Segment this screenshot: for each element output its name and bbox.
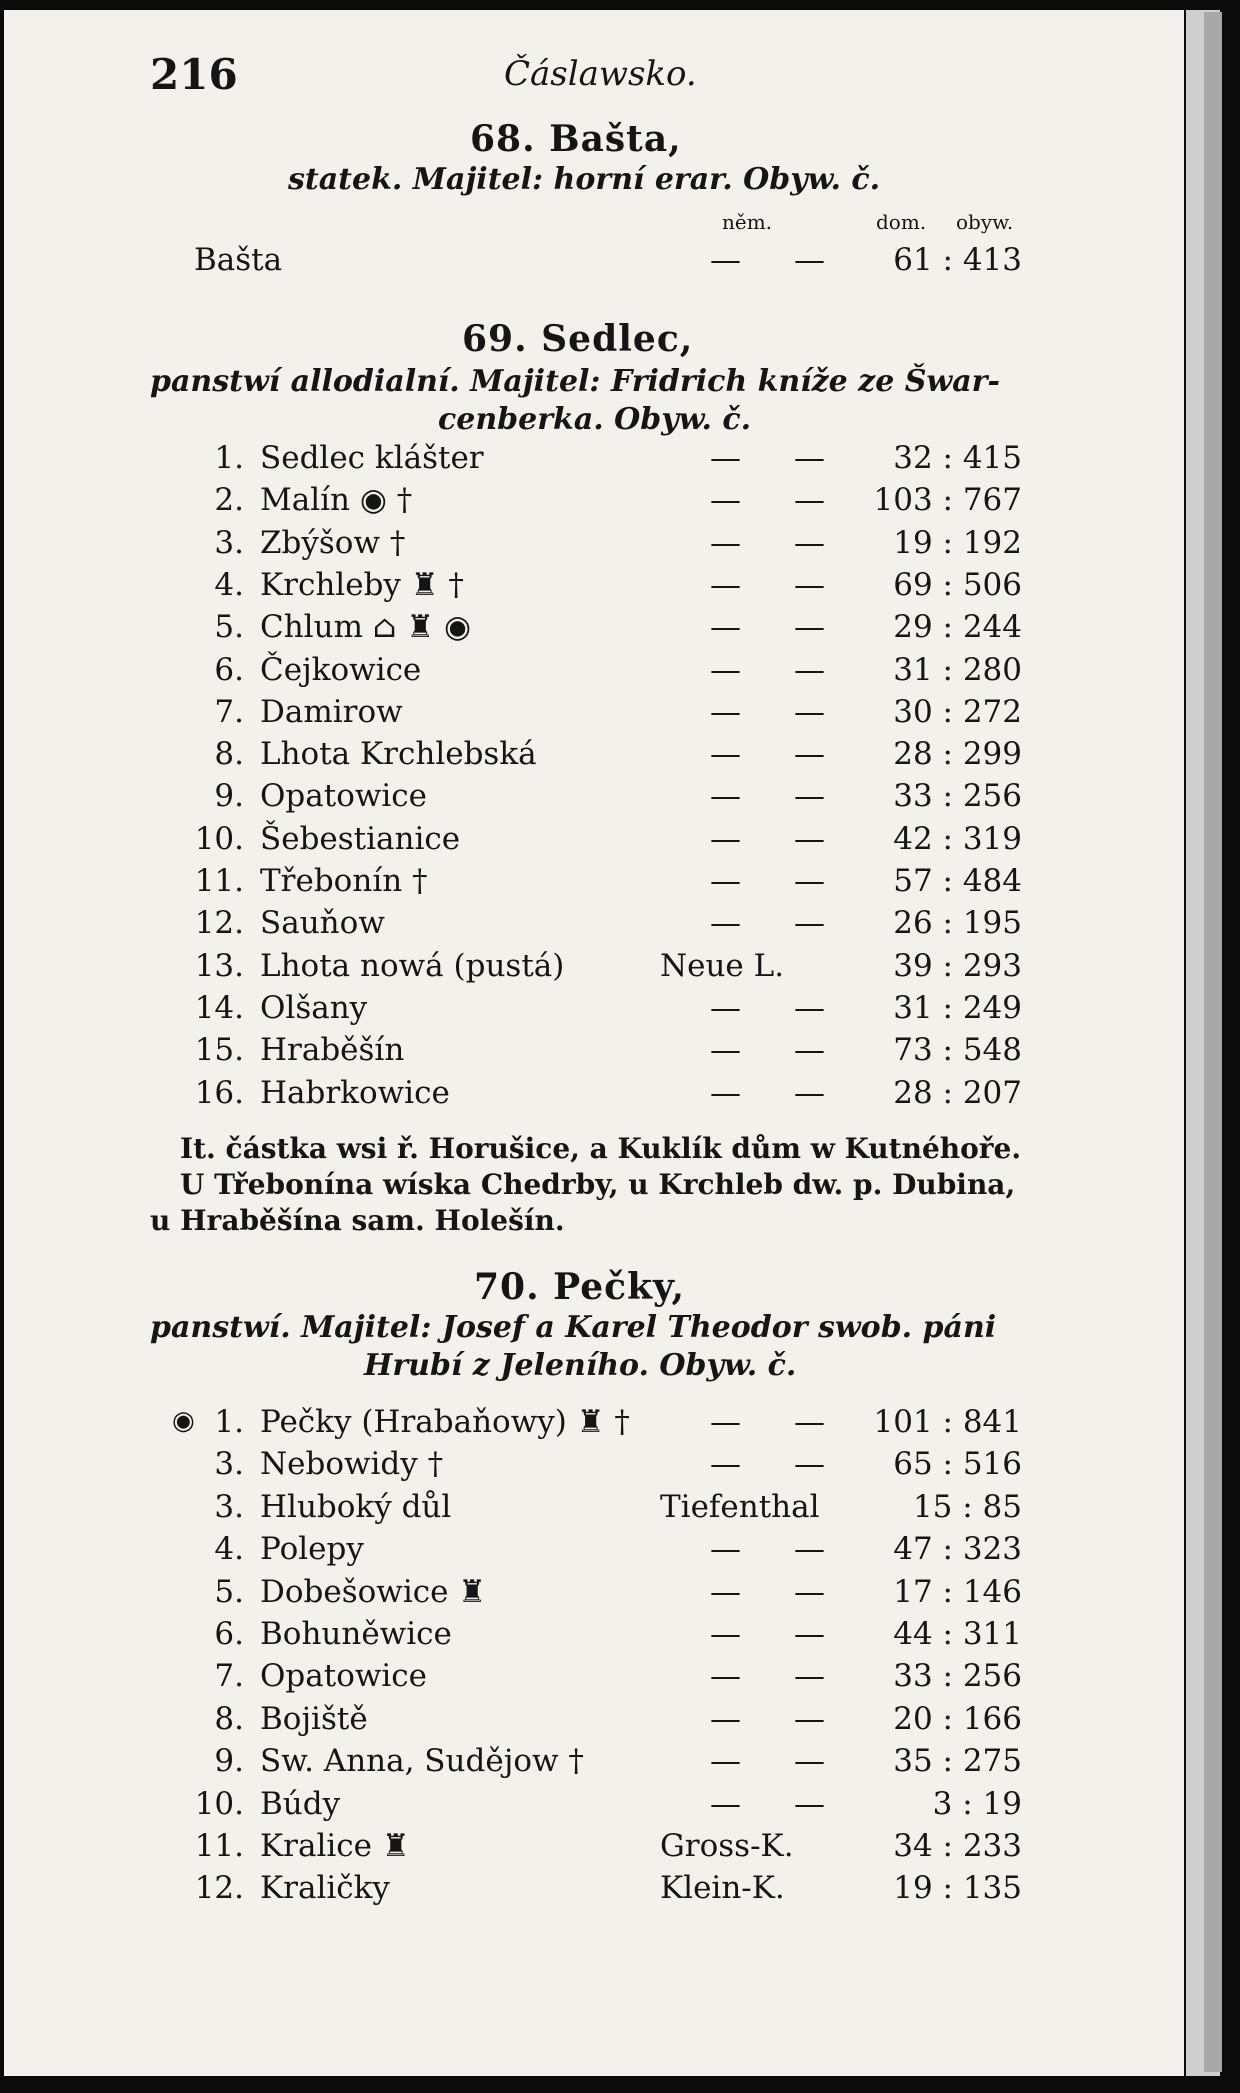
place-name: Sedlec klášter (260, 440, 484, 476)
place-name: Pečky (Hrabaňowy) ♜ † (260, 1404, 630, 1440)
dash: — (710, 1700, 741, 1737)
table-row (4, 440, 1184, 480)
table-row (4, 652, 1184, 692)
dash: — (794, 1531, 825, 1568)
row-number: 9. (214, 1743, 244, 1780)
house-population-value: 19 : 192 (893, 524, 1022, 561)
section-70-title: 70. Pečky, (474, 1266, 686, 1308)
place-name: Nebowidy † (260, 1446, 444, 1483)
table-row (4, 863, 1184, 903)
table-row (4, 1701, 1184, 1741)
table-row (4, 821, 1184, 861)
dash: — (794, 1032, 825, 1069)
table-row (4, 1786, 1184, 1826)
row-number: 3. (214, 1446, 244, 1483)
house-population-value: 34 : 233 (893, 1828, 1022, 1864)
place-name: Polepy (260, 1531, 364, 1568)
place-name: Čejkowice (260, 651, 422, 688)
section-70-description-line2: Hrubí z Jeleního. Obyw. č. (364, 1348, 797, 1383)
page-number: 216 (150, 50, 238, 99)
house-population-value: 31 : 280 (893, 651, 1022, 688)
dash: — (794, 1404, 825, 1440)
dash: — (710, 242, 741, 278)
table-row (4, 1574, 1184, 1614)
table-row (4, 736, 1184, 776)
place-name: Kraličky (260, 1870, 390, 1907)
dash: — (710, 1616, 741, 1652)
row-number: 8. (214, 736, 244, 773)
place-name: Chlum ⌂ ♜ ◉ (260, 609, 472, 646)
row-number: 2. (214, 482, 244, 519)
house-population-value: 35 : 275 (893, 1743, 1022, 1780)
column-header-obyw: obyw. (956, 210, 1014, 234)
house-population-value: 65 : 516 (893, 1446, 1022, 1483)
row-number: 3. (214, 524, 244, 561)
row-number: 11. (194, 1828, 244, 1864)
table-row (4, 694, 1184, 734)
section-69-title: 69. Sedlec, (462, 318, 694, 360)
place-name: Kralice ♜ (260, 1828, 410, 1864)
book-page (4, 10, 1184, 2076)
row-number: 14. (194, 989, 244, 1026)
place-name: Sw. Anna, Sudějow † (260, 1743, 584, 1780)
house-population-value: 33 : 256 (893, 778, 1022, 815)
house-population-value: 17 : 146 (893, 1573, 1022, 1610)
section-68-description: statek. Majitel: horní erar. Obyw. č. (288, 162, 881, 197)
table-row (4, 1616, 1184, 1656)
table-row (4, 1446, 1184, 1486)
house-population-value: 15 : 85 (912, 1488, 1022, 1525)
dash: — (794, 566, 825, 603)
dash: — (794, 863, 825, 899)
house-population-value: 32 : 415 (893, 440, 1022, 476)
dash: — (710, 1404, 741, 1440)
section-69-description-line2: cenberka. Obyw. č. (438, 402, 752, 437)
place-name: Lhota nowá (pustá) (260, 947, 565, 984)
place-name: Lhota Krchlebská (260, 736, 537, 773)
place-name: Opatowice (260, 778, 428, 815)
table-row (4, 567, 1184, 607)
dash: — (710, 863, 741, 899)
dash: — (794, 1785, 825, 1822)
house-population-value: 26 : 195 (893, 905, 1022, 942)
place-name: Krchleby ♜ † (260, 566, 464, 603)
german-name: Gross-K. (660, 1828, 794, 1864)
dash: — (710, 1658, 741, 1695)
column-header-dom: dom. (876, 210, 927, 234)
house-population-value: 29 : 244 (893, 609, 1022, 646)
column-header-nem: něm. (722, 210, 773, 234)
row-number: 12. (194, 905, 244, 942)
row-number: 10. (194, 1785, 244, 1822)
dash: — (710, 482, 741, 519)
place-name: Malín ◉ † (260, 482, 413, 519)
place-name: Olšany (260, 989, 368, 1026)
dash: — (794, 440, 825, 476)
row-number: 16. (194, 1074, 244, 1111)
dash: — (794, 820, 825, 857)
dash: — (710, 1074, 741, 1111)
dash: — (710, 693, 741, 730)
section-69-note-line3: u Hraběšína sam. Holešín. (150, 1204, 565, 1237)
table-row (4, 482, 1184, 522)
house-population-value: 69 : 506 (893, 566, 1022, 603)
dash: — (794, 1446, 825, 1483)
german-name: Tiefenthal (660, 1488, 820, 1525)
place-name: Damirow (260, 693, 403, 730)
dash: — (710, 1785, 741, 1822)
house-population-value: 30 : 272 (893, 693, 1022, 730)
row-number: 11. (194, 863, 244, 899)
dash: — (710, 905, 741, 942)
row-number: 6. (214, 1616, 244, 1652)
row-number: 15. (194, 1032, 244, 1069)
dash: — (794, 482, 825, 519)
place-name: Dobešowice ♜ (260, 1573, 487, 1610)
dash: — (710, 989, 741, 1026)
place-name: Opatowice (260, 1658, 428, 1695)
dash: — (710, 566, 741, 603)
house-population-value: 44 : 311 (893, 1616, 1022, 1652)
row-number: 13. (194, 947, 244, 984)
house-population-value: 28 : 207 (893, 1074, 1022, 1111)
dash: — (710, 820, 741, 857)
row-number: 12. (194, 1870, 244, 1907)
table-row (4, 1489, 1184, 1529)
place-name: Bašta (194, 242, 283, 278)
place-name: Zbýšow † (260, 524, 406, 561)
house-population-value: 61 : 413 (893, 242, 1022, 278)
table-row (4, 1870, 1184, 1910)
house-population-value: 20 : 166 (893, 1700, 1022, 1737)
dash: — (710, 1573, 741, 1610)
house-population-value: 31 : 249 (893, 989, 1022, 1026)
dash: — (710, 440, 741, 476)
table-row (4, 1075, 1184, 1115)
row-number: 6. (214, 651, 244, 688)
dash: — (794, 1743, 825, 1780)
dash: — (794, 693, 825, 730)
row-number: 10. (194, 820, 244, 857)
section-68-title: 68. Bašta, (470, 118, 682, 160)
bullet-marker-icon: ◉ (172, 1406, 195, 1436)
dash: — (794, 1616, 825, 1652)
house-population-value: 28 : 299 (893, 736, 1022, 773)
section-69-description-line1: panstwí allodialní. Majitel: Fridrich kníže ze Šwar- (150, 364, 1000, 399)
dash: — (710, 1032, 741, 1069)
table-row (4, 525, 1184, 565)
row-number: 5. (214, 609, 244, 646)
table-row (4, 1828, 1184, 1868)
dash: — (794, 1700, 825, 1737)
dash: — (710, 651, 741, 688)
place-name: Šebestianice (260, 820, 461, 857)
place-name: Hraběšín (260, 1032, 405, 1069)
place-name: Bojiště (260, 1700, 368, 1737)
house-population-value: 3 : 19 (932, 1785, 1022, 1822)
dash: — (794, 1573, 825, 1610)
row-number: 9. (214, 778, 244, 815)
place-name: Sauňow (260, 905, 385, 942)
dash: — (794, 905, 825, 942)
house-population-value: 103 : 767 (873, 482, 1022, 519)
dash: — (710, 609, 741, 646)
house-population-value: 47 : 323 (893, 1531, 1022, 1568)
row-number: 3. (214, 1488, 244, 1525)
dash: — (710, 524, 741, 561)
place-name: Třebonín † (260, 863, 428, 899)
row-number: 4. (214, 566, 244, 603)
dash: — (710, 736, 741, 773)
table-row (4, 948, 1184, 988)
table-row (4, 778, 1184, 818)
house-population-value: 57 : 484 (893, 863, 1022, 899)
house-population-value: 39 : 293 (893, 947, 1022, 984)
table-row (4, 1531, 1184, 1571)
table-row (4, 1658, 1184, 1698)
dash: — (794, 651, 825, 688)
place-name: Búdy (260, 1785, 341, 1822)
house-population-value: 42 : 319 (893, 820, 1022, 857)
house-population-value: 19 : 135 (893, 1870, 1022, 1907)
german-name: Klein-K. (660, 1870, 785, 1907)
section-70-description-line1: panstwí. Majitel: Josef a Karel Theodor swob. páni (150, 1310, 997, 1345)
house-population-value: 73 : 548 (893, 1032, 1022, 1069)
place-name: Hluboký důl (260, 1488, 452, 1525)
table-row (4, 1404, 1184, 1444)
row-number: 1. (214, 440, 244, 476)
row-number: 4. (214, 1531, 244, 1568)
dash: — (794, 778, 825, 815)
place-name: Habrkowice (260, 1074, 450, 1111)
dash: — (794, 242, 825, 278)
dash: — (794, 1658, 825, 1695)
dash: — (794, 1074, 825, 1111)
table-row (4, 990, 1184, 1030)
table-row (4, 1032, 1184, 1072)
table-row (4, 1743, 1184, 1783)
dash: — (794, 989, 825, 1026)
table-row (4, 242, 1184, 282)
section-69-note-line2: U Třebonína wíska Chedrby, u Krchleb dw. p. Dubina, (180, 1168, 1016, 1201)
dash: — (794, 524, 825, 561)
dash: — (710, 1531, 741, 1568)
table-row (4, 609, 1184, 649)
german-name: Neue L. (660, 947, 785, 984)
dash: — (794, 736, 825, 773)
row-number: 7. (214, 1658, 244, 1695)
row-number: 8. (214, 1700, 244, 1737)
row-number: 1. (214, 1404, 244, 1440)
page-edge-shadow (1204, 12, 1222, 2072)
running-title: Čáslawsko. (504, 54, 697, 94)
house-population-value: 33 : 256 (893, 1658, 1022, 1695)
house-population-value: 101 : 841 (873, 1404, 1022, 1440)
dash: — (794, 609, 825, 646)
section-69-note-line1: It. částka wsi ř. Horušice, a Kuklík dům w Kutnéhoře. (180, 1132, 1022, 1165)
dash: — (710, 1446, 741, 1483)
dash: — (710, 778, 741, 815)
table-row (4, 905, 1184, 945)
row-number: 5. (214, 1573, 244, 1610)
row-number: 7. (214, 693, 244, 730)
place-name: Bohuněwice (260, 1616, 452, 1652)
dash: — (710, 1743, 741, 1780)
